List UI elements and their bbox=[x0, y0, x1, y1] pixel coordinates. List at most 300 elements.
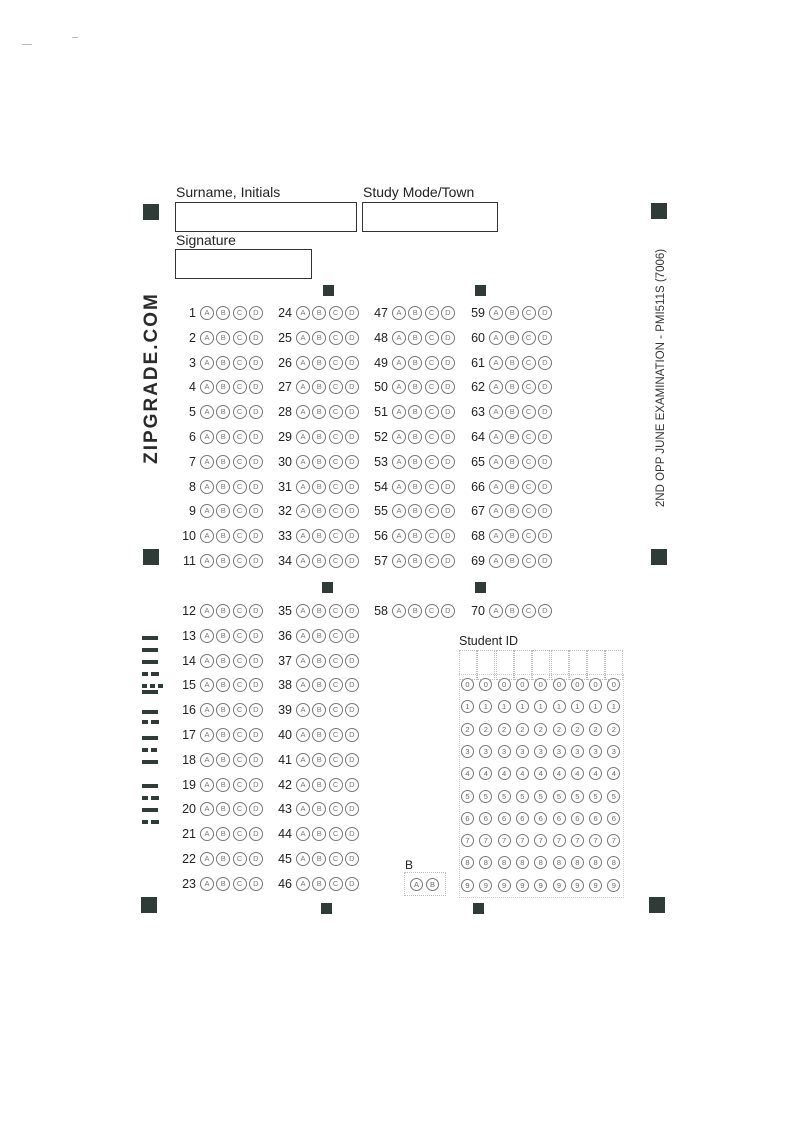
answer-bubble-d[interactable]: D bbox=[345, 778, 359, 792]
answer-bubble-d[interactable]: D bbox=[249, 703, 263, 717]
student-id-bubble[interactable]: 3 bbox=[516, 745, 529, 758]
answer-bubble-b[interactable]: B bbox=[216, 356, 230, 370]
answer-bubble-a[interactable]: A bbox=[296, 480, 310, 494]
answer-bubble-c[interactable]: C bbox=[329, 604, 343, 618]
answer-bubble-b[interactable]: B bbox=[505, 529, 519, 543]
answer-bubble-a[interactable]: A bbox=[489, 356, 503, 370]
student-id-bubble[interactable]: 9 bbox=[553, 879, 566, 892]
answer-bubble-a[interactable]: A bbox=[392, 430, 406, 444]
answer-bubble-d[interactable]: D bbox=[249, 430, 263, 444]
answer-bubble-b[interactable]: B bbox=[505, 331, 519, 345]
study-mode-field[interactable] bbox=[362, 202, 498, 232]
student-id-bubble[interactable]: 7 bbox=[571, 834, 584, 847]
answer-bubble-d[interactable]: D bbox=[345, 480, 359, 494]
answer-bubble-a[interactable]: A bbox=[200, 703, 214, 717]
answer-bubble-c[interactable]: C bbox=[233, 753, 247, 767]
answer-bubble-c[interactable]: C bbox=[522, 455, 536, 469]
answer-bubble-b[interactable]: B bbox=[312, 604, 326, 618]
student-id-bubble[interactable]: 2 bbox=[516, 723, 529, 736]
student-id-bubble[interactable]: 6 bbox=[461, 812, 474, 825]
answer-bubble-a[interactable]: A bbox=[200, 504, 214, 518]
answer-bubble-d[interactable]: D bbox=[441, 331, 455, 345]
student-id-bubble[interactable]: 1 bbox=[516, 700, 529, 713]
answer-bubble-b[interactable]: B bbox=[216, 306, 230, 320]
answer-bubble-b[interactable]: B bbox=[216, 430, 230, 444]
answer-bubble-b[interactable]: B bbox=[216, 827, 230, 841]
answer-bubble-b[interactable]: B bbox=[216, 504, 230, 518]
answer-bubble-b[interactable]: B bbox=[312, 703, 326, 717]
student-id-bubble[interactable]: 8 bbox=[607, 856, 620, 869]
answer-bubble-d[interactable]: D bbox=[249, 877, 263, 891]
answer-bubble-d[interactable]: D bbox=[441, 306, 455, 320]
answer-bubble-c[interactable]: C bbox=[329, 778, 343, 792]
answer-bubble-a[interactable]: A bbox=[392, 529, 406, 543]
student-id-bubble[interactable]: 7 bbox=[461, 834, 474, 847]
answer-bubble-d[interactable]: D bbox=[538, 331, 552, 345]
student-id-bubble[interactable]: 0 bbox=[534, 678, 547, 691]
answer-bubble-a[interactable]: A bbox=[392, 554, 406, 568]
student-id-bubble[interactable]: 1 bbox=[461, 700, 474, 713]
answer-bubble-c[interactable]: C bbox=[522, 380, 536, 394]
answer-bubble-c[interactable]: C bbox=[425, 554, 439, 568]
answer-bubble-d[interactable]: D bbox=[538, 455, 552, 469]
student-id-bubble[interactable]: 7 bbox=[553, 834, 566, 847]
answer-bubble-a[interactable]: A bbox=[392, 455, 406, 469]
student-id-bubble[interactable]: 8 bbox=[461, 856, 474, 869]
answer-bubble-a[interactable]: A bbox=[392, 504, 406, 518]
answer-bubble-c[interactable]: C bbox=[233, 703, 247, 717]
student-id-bubble[interactable]: 9 bbox=[516, 879, 529, 892]
student-id-bubble[interactable]: 5 bbox=[516, 790, 529, 803]
student-id-bubble[interactable]: 0 bbox=[607, 678, 620, 691]
student-id-bubble[interactable]: 1 bbox=[479, 700, 492, 713]
answer-bubble-a[interactable]: A bbox=[296, 554, 310, 568]
answer-bubble-c[interactable]: C bbox=[233, 331, 247, 345]
answer-bubble-a[interactable]: A bbox=[489, 554, 503, 568]
answer-bubble-c[interactable]: C bbox=[522, 529, 536, 543]
answer-bubble-b[interactable]: B bbox=[216, 380, 230, 394]
answer-bubble-c[interactable]: C bbox=[329, 877, 343, 891]
answer-bubble-b[interactable]: B bbox=[312, 380, 326, 394]
student-id-bubble[interactable]: 7 bbox=[534, 834, 547, 847]
answer-bubble-c[interactable]: C bbox=[425, 455, 439, 469]
answer-bubble-a[interactable]: A bbox=[296, 529, 310, 543]
student-id-bubble[interactable]: 7 bbox=[516, 834, 529, 847]
answer-bubble-d[interactable]: D bbox=[345, 678, 359, 692]
answer-bubble-b[interactable]: B bbox=[216, 480, 230, 494]
answer-bubble-d[interactable]: D bbox=[249, 678, 263, 692]
student-id-bubble[interactable]: 1 bbox=[553, 700, 566, 713]
answer-bubble-b[interactable]: B bbox=[408, 331, 422, 345]
answer-bubble-d[interactable]: D bbox=[538, 405, 552, 419]
answer-bubble-d[interactable]: D bbox=[538, 604, 552, 618]
answer-bubble-c[interactable]: C bbox=[425, 529, 439, 543]
answer-bubble-d[interactable]: D bbox=[345, 802, 359, 816]
answer-bubble-a[interactable]: A bbox=[296, 678, 310, 692]
student-id-bubble[interactable]: 9 bbox=[479, 879, 492, 892]
answer-bubble-c[interactable]: C bbox=[425, 306, 439, 320]
answer-bubble-c[interactable]: C bbox=[425, 380, 439, 394]
answer-bubble-d[interactable]: D bbox=[345, 877, 359, 891]
answer-bubble-b[interactable]: B bbox=[408, 356, 422, 370]
answer-bubble-b[interactable]: B bbox=[408, 380, 422, 394]
student-id-bubble[interactable]: 5 bbox=[479, 790, 492, 803]
answer-bubble-c[interactable]: C bbox=[233, 306, 247, 320]
answer-bubble-b[interactable]: B bbox=[505, 480, 519, 494]
answer-bubble-c[interactable]: C bbox=[233, 728, 247, 742]
answer-bubble-d[interactable]: D bbox=[441, 504, 455, 518]
student-id-bubble[interactable]: 3 bbox=[479, 745, 492, 758]
student-id-bubble[interactable]: 4 bbox=[498, 767, 511, 780]
student-id-bubble[interactable]: 4 bbox=[589, 767, 602, 780]
student-id-bubble[interactable]: 5 bbox=[498, 790, 511, 803]
answer-bubble-d[interactable]: D bbox=[345, 654, 359, 668]
answer-bubble-d[interactable]: D bbox=[345, 852, 359, 866]
answer-bubble-b[interactable]: B bbox=[408, 504, 422, 518]
answer-bubble-c[interactable]: C bbox=[425, 331, 439, 345]
answer-bubble-d[interactable]: D bbox=[249, 380, 263, 394]
answer-bubble-a[interactable]: A bbox=[392, 306, 406, 320]
answer-bubble-d[interactable]: D bbox=[441, 380, 455, 394]
answer-bubble-d[interactable]: D bbox=[249, 827, 263, 841]
answer-bubble-d[interactable]: D bbox=[345, 827, 359, 841]
answer-bubble-d[interactable]: D bbox=[345, 604, 359, 618]
answer-bubble-b[interactable]: B bbox=[216, 678, 230, 692]
student-id-bubble[interactable]: 0 bbox=[516, 678, 529, 691]
answer-bubble-b[interactable]: B bbox=[216, 604, 230, 618]
answer-bubble-b[interactable]: B bbox=[312, 529, 326, 543]
answer-bubble-c[interactable]: C bbox=[522, 331, 536, 345]
student-id-bubble[interactable]: 3 bbox=[461, 745, 474, 758]
answer-bubble-a[interactable]: A bbox=[296, 430, 310, 444]
answer-bubble-c[interactable]: C bbox=[233, 529, 247, 543]
answer-bubble-a[interactable]: A bbox=[489, 430, 503, 444]
answer-bubble-d[interactable]: D bbox=[249, 356, 263, 370]
answer-bubble-b[interactable]: B bbox=[216, 802, 230, 816]
answer-bubble-d[interactable]: D bbox=[441, 604, 455, 618]
answer-bubble-b[interactable]: B bbox=[216, 728, 230, 742]
answer-bubble-b[interactable]: B bbox=[408, 455, 422, 469]
student-id-bubble[interactable]: 7 bbox=[498, 834, 511, 847]
answer-bubble-a[interactable]: A bbox=[392, 405, 406, 419]
student-id-bubble[interactable]: 0 bbox=[498, 678, 511, 691]
student-id-bubble[interactable]: 9 bbox=[571, 879, 584, 892]
answer-bubble-a[interactable]: A bbox=[296, 827, 310, 841]
answer-bubble-c[interactable]: C bbox=[522, 306, 536, 320]
student-id-bubble[interactable]: 9 bbox=[498, 879, 511, 892]
answer-bubble-c[interactable]: C bbox=[233, 802, 247, 816]
answer-bubble-c[interactable]: C bbox=[233, 480, 247, 494]
answer-bubble-c[interactable]: C bbox=[233, 380, 247, 394]
answer-bubble-c[interactable]: C bbox=[233, 430, 247, 444]
answer-bubble-d[interactable]: D bbox=[249, 554, 263, 568]
answer-bubble-a[interactable]: A bbox=[200, 678, 214, 692]
answer-bubble-c[interactable]: C bbox=[233, 852, 247, 866]
answer-bubble-b[interactable]: B bbox=[505, 455, 519, 469]
student-id-bubble[interactable]: 1 bbox=[607, 700, 620, 713]
answer-bubble-b[interactable]: B bbox=[408, 554, 422, 568]
answer-bubble-a[interactable]: A bbox=[296, 802, 310, 816]
answer-bubble-d[interactable]: D bbox=[345, 504, 359, 518]
answer-bubble-c[interactable]: C bbox=[329, 728, 343, 742]
student-id-bubble[interactable]: 2 bbox=[461, 723, 474, 736]
student-id-bubble[interactable]: 5 bbox=[553, 790, 566, 803]
answer-bubble-a[interactable]: A bbox=[392, 604, 406, 618]
student-id-bubble[interactable]: 1 bbox=[498, 700, 511, 713]
answer-bubble-a[interactable]: A bbox=[296, 654, 310, 668]
answer-bubble-b[interactable]: B bbox=[312, 504, 326, 518]
answer-bubble-c[interactable]: C bbox=[522, 554, 536, 568]
answer-bubble-c[interactable]: C bbox=[522, 356, 536, 370]
answer-bubble-c[interactable]: C bbox=[522, 504, 536, 518]
answer-bubble-a[interactable]: A bbox=[296, 753, 310, 767]
answer-bubble-c[interactable]: C bbox=[233, 604, 247, 618]
student-id-bubble[interactable]: 6 bbox=[516, 812, 529, 825]
answer-bubble-b[interactable]: B bbox=[505, 405, 519, 419]
answer-bubble-c[interactable]: C bbox=[329, 504, 343, 518]
answer-bubble-d[interactable]: D bbox=[345, 629, 359, 643]
answer-bubble-c[interactable]: C bbox=[233, 504, 247, 518]
answer-bubble-b[interactable]: B bbox=[312, 877, 326, 891]
student-id-bubble[interactable]: 7 bbox=[479, 834, 492, 847]
answer-bubble-a[interactable]: A bbox=[200, 405, 214, 419]
answer-bubble-a[interactable]: A bbox=[200, 455, 214, 469]
answer-bubble-c[interactable]: C bbox=[233, 778, 247, 792]
answer-bubble-a[interactable]: A bbox=[200, 753, 214, 767]
answer-bubble-d[interactable]: D bbox=[538, 504, 552, 518]
answer-bubble-b[interactable]: B bbox=[312, 802, 326, 816]
student-id-bubble[interactable]: 6 bbox=[553, 812, 566, 825]
answer-bubble-a[interactable]: A bbox=[489, 405, 503, 419]
answer-bubble-d[interactable]: D bbox=[345, 380, 359, 394]
answer-bubble-c[interactable]: C bbox=[329, 480, 343, 494]
student-id-bubble[interactable]: 6 bbox=[589, 812, 602, 825]
answer-bubble-d[interactable]: D bbox=[441, 405, 455, 419]
student-id-bubble[interactable]: 5 bbox=[534, 790, 547, 803]
answer-bubble-d[interactable]: D bbox=[345, 753, 359, 767]
student-id-bubble[interactable]: 4 bbox=[479, 767, 492, 780]
student-id-bubble[interactable]: 6 bbox=[479, 812, 492, 825]
answer-bubble-c[interactable]: C bbox=[329, 455, 343, 469]
answer-bubble-a[interactable]: A bbox=[296, 331, 310, 345]
student-id-bubble[interactable]: 3 bbox=[571, 745, 584, 758]
answer-bubble-b[interactable]: B bbox=[505, 306, 519, 320]
answer-bubble-c[interactable]: C bbox=[329, 802, 343, 816]
answer-bubble-a[interactable]: A bbox=[200, 778, 214, 792]
student-id-bubble[interactable]: 2 bbox=[553, 723, 566, 736]
student-id-bubble[interactable]: 6 bbox=[534, 812, 547, 825]
student-id-bubble[interactable]: 5 bbox=[589, 790, 602, 803]
answer-bubble-b[interactable]: B bbox=[408, 529, 422, 543]
answer-bubble-b[interactable]: B bbox=[312, 753, 326, 767]
student-id-bubble[interactable]: 4 bbox=[571, 767, 584, 780]
answer-bubble-d[interactable]: D bbox=[441, 356, 455, 370]
answer-bubble-d[interactable]: D bbox=[345, 703, 359, 717]
answer-bubble-b[interactable]: B bbox=[312, 554, 326, 568]
answer-bubble-d[interactable]: D bbox=[345, 405, 359, 419]
answer-bubble-a[interactable]: A bbox=[296, 504, 310, 518]
answer-bubble-a[interactable]: A bbox=[489, 504, 503, 518]
answer-bubble-c[interactable]: C bbox=[329, 827, 343, 841]
student-id-bubble[interactable]: 2 bbox=[607, 723, 620, 736]
answer-bubble-b[interactable]: B bbox=[216, 654, 230, 668]
student-id-bubble[interactable]: 8 bbox=[479, 856, 492, 869]
answer-bubble-b[interactable]: B bbox=[312, 455, 326, 469]
answer-bubble-b[interactable]: B bbox=[408, 405, 422, 419]
answer-bubble-c[interactable]: C bbox=[233, 678, 247, 692]
answer-bubble-d[interactable]: D bbox=[249, 480, 263, 494]
answer-bubble-b[interactable]: B bbox=[408, 604, 422, 618]
student-id-bubble[interactable]: 2 bbox=[498, 723, 511, 736]
answer-bubble-a[interactable]: A bbox=[296, 405, 310, 419]
answer-bubble-a[interactable]: A bbox=[296, 380, 310, 394]
answer-bubble-c[interactable]: C bbox=[425, 405, 439, 419]
student-id-bubble[interactable]: 1 bbox=[571, 700, 584, 713]
answer-bubble-a[interactable]: A bbox=[200, 877, 214, 891]
student-id-bubble[interactable]: 6 bbox=[571, 812, 584, 825]
answer-bubble-d[interactable]: D bbox=[441, 455, 455, 469]
student-id-bubble[interactable]: 9 bbox=[534, 879, 547, 892]
answer-bubble-b[interactable]: B bbox=[505, 504, 519, 518]
answer-bubble-b[interactable]: B bbox=[312, 480, 326, 494]
b-bubble-b[interactable]: B bbox=[426, 878, 439, 891]
b-bubble-a[interactable]: A bbox=[410, 878, 423, 891]
answer-bubble-a[interactable]: A bbox=[296, 728, 310, 742]
answer-bubble-d[interactable]: D bbox=[538, 306, 552, 320]
answer-bubble-d[interactable]: D bbox=[538, 529, 552, 543]
answer-bubble-d[interactable]: D bbox=[345, 554, 359, 568]
answer-bubble-b[interactable]: B bbox=[216, 455, 230, 469]
student-id-bubble[interactable]: 8 bbox=[571, 856, 584, 869]
answer-bubble-c[interactable]: C bbox=[425, 430, 439, 444]
answer-bubble-c[interactable]: C bbox=[233, 455, 247, 469]
answer-bubble-a[interactable]: A bbox=[489, 529, 503, 543]
answer-bubble-a[interactable]: A bbox=[296, 778, 310, 792]
student-id-bubble[interactable]: 3 bbox=[498, 745, 511, 758]
answer-bubble-a[interactable]: A bbox=[200, 430, 214, 444]
student-id-bubble[interactable]: 9 bbox=[607, 879, 620, 892]
answer-bubble-b[interactable]: B bbox=[216, 778, 230, 792]
student-id-bubble[interactable]: 7 bbox=[589, 834, 602, 847]
student-id-bubble[interactable]: 1 bbox=[589, 700, 602, 713]
answer-bubble-c[interactable]: C bbox=[329, 654, 343, 668]
answer-bubble-c[interactable]: C bbox=[233, 654, 247, 668]
answer-bubble-c[interactable]: C bbox=[329, 678, 343, 692]
answer-bubble-c[interactable]: C bbox=[425, 604, 439, 618]
answer-bubble-d[interactable]: D bbox=[249, 753, 263, 767]
answer-bubble-a[interactable]: A bbox=[200, 802, 214, 816]
answer-bubble-a[interactable]: A bbox=[200, 629, 214, 643]
answer-bubble-a[interactable]: A bbox=[296, 852, 310, 866]
answer-bubble-a[interactable]: A bbox=[200, 852, 214, 866]
answer-bubble-d[interactable]: D bbox=[345, 356, 359, 370]
answer-bubble-c[interactable]: C bbox=[233, 356, 247, 370]
surname-field[interactable] bbox=[175, 202, 357, 232]
answer-bubble-a[interactable]: A bbox=[392, 480, 406, 494]
answer-bubble-a[interactable]: A bbox=[200, 529, 214, 543]
answer-bubble-c[interactable]: C bbox=[329, 356, 343, 370]
answer-bubble-c[interactable]: C bbox=[522, 604, 536, 618]
answer-bubble-a[interactable]: A bbox=[489, 480, 503, 494]
answer-bubble-b[interactable]: B bbox=[216, 529, 230, 543]
answer-bubble-c[interactable]: C bbox=[329, 405, 343, 419]
answer-bubble-a[interactable]: A bbox=[489, 306, 503, 320]
answer-bubble-d[interactable]: D bbox=[249, 728, 263, 742]
answer-bubble-d[interactable]: D bbox=[538, 430, 552, 444]
answer-bubble-b[interactable]: B bbox=[312, 678, 326, 692]
student-id-bubble[interactable]: 8 bbox=[534, 856, 547, 869]
answer-bubble-a[interactable]: A bbox=[296, 703, 310, 717]
answer-bubble-a[interactable]: A bbox=[489, 455, 503, 469]
answer-bubble-d[interactable]: D bbox=[538, 356, 552, 370]
answer-bubble-a[interactable]: A bbox=[200, 554, 214, 568]
answer-bubble-a[interactable]: A bbox=[296, 877, 310, 891]
answer-bubble-d[interactable]: D bbox=[249, 629, 263, 643]
answer-bubble-c[interactable]: C bbox=[329, 380, 343, 394]
answer-bubble-a[interactable]: A bbox=[489, 380, 503, 394]
student-id-bubble[interactable]: 0 bbox=[553, 678, 566, 691]
answer-bubble-a[interactable]: A bbox=[296, 356, 310, 370]
student-id-bubble[interactable]: 2 bbox=[571, 723, 584, 736]
answer-bubble-a[interactable]: A bbox=[200, 728, 214, 742]
answer-bubble-d[interactable]: D bbox=[249, 455, 263, 469]
student-id-bubble[interactable]: 0 bbox=[589, 678, 602, 691]
signature-field[interactable] bbox=[175, 249, 312, 279]
answer-bubble-d[interactable]: D bbox=[249, 802, 263, 816]
student-id-bubble[interactable]: 4 bbox=[553, 767, 566, 780]
answer-bubble-d[interactable]: D bbox=[345, 331, 359, 345]
answer-bubble-d[interactable]: D bbox=[345, 306, 359, 320]
student-id-bubble[interactable]: 8 bbox=[589, 856, 602, 869]
answer-bubble-d[interactable]: D bbox=[345, 455, 359, 469]
answer-bubble-a[interactable]: A bbox=[200, 306, 214, 320]
answer-bubble-d[interactable]: D bbox=[345, 430, 359, 444]
answer-bubble-c[interactable]: C bbox=[329, 529, 343, 543]
answer-bubble-c[interactable]: C bbox=[425, 504, 439, 518]
student-id-bubble[interactable]: 8 bbox=[553, 856, 566, 869]
answer-bubble-d[interactable]: D bbox=[249, 852, 263, 866]
answer-bubble-a[interactable]: A bbox=[200, 654, 214, 668]
student-id-bubble[interactable]: 5 bbox=[607, 790, 620, 803]
student-id-bubble[interactable]: 2 bbox=[534, 723, 547, 736]
answer-bubble-b[interactable]: B bbox=[408, 480, 422, 494]
answer-bubble-d[interactable]: D bbox=[249, 654, 263, 668]
answer-bubble-c[interactable]: C bbox=[329, 554, 343, 568]
student-id-bubble[interactable]: 3 bbox=[607, 745, 620, 758]
student-id-bubble[interactable]: 4 bbox=[534, 767, 547, 780]
student-id-bubble[interactable]: 3 bbox=[534, 745, 547, 758]
student-id-bubble[interactable]: 0 bbox=[571, 678, 584, 691]
answer-bubble-b[interactable]: B bbox=[216, 405, 230, 419]
student-id-bubble[interactable]: 7 bbox=[607, 834, 620, 847]
answer-bubble-c[interactable]: C bbox=[329, 306, 343, 320]
answer-bubble-c[interactable]: C bbox=[329, 629, 343, 643]
answer-bubble-b[interactable]: B bbox=[505, 430, 519, 444]
answer-bubble-c[interactable]: C bbox=[233, 827, 247, 841]
student-id-bubble[interactable]: 8 bbox=[498, 856, 511, 869]
answer-bubble-d[interactable]: D bbox=[441, 430, 455, 444]
answer-bubble-b[interactable]: B bbox=[216, 554, 230, 568]
answer-bubble-b[interactable]: B bbox=[408, 306, 422, 320]
answer-bubble-d[interactable]: D bbox=[249, 529, 263, 543]
answer-bubble-a[interactable]: A bbox=[296, 604, 310, 618]
answer-bubble-d[interactable]: D bbox=[441, 554, 455, 568]
answer-bubble-c[interactable]: C bbox=[425, 480, 439, 494]
answer-bubble-d[interactable]: D bbox=[249, 604, 263, 618]
answer-bubble-b[interactable]: B bbox=[312, 852, 326, 866]
answer-bubble-a[interactable]: A bbox=[296, 455, 310, 469]
answer-bubble-b[interactable]: B bbox=[216, 753, 230, 767]
